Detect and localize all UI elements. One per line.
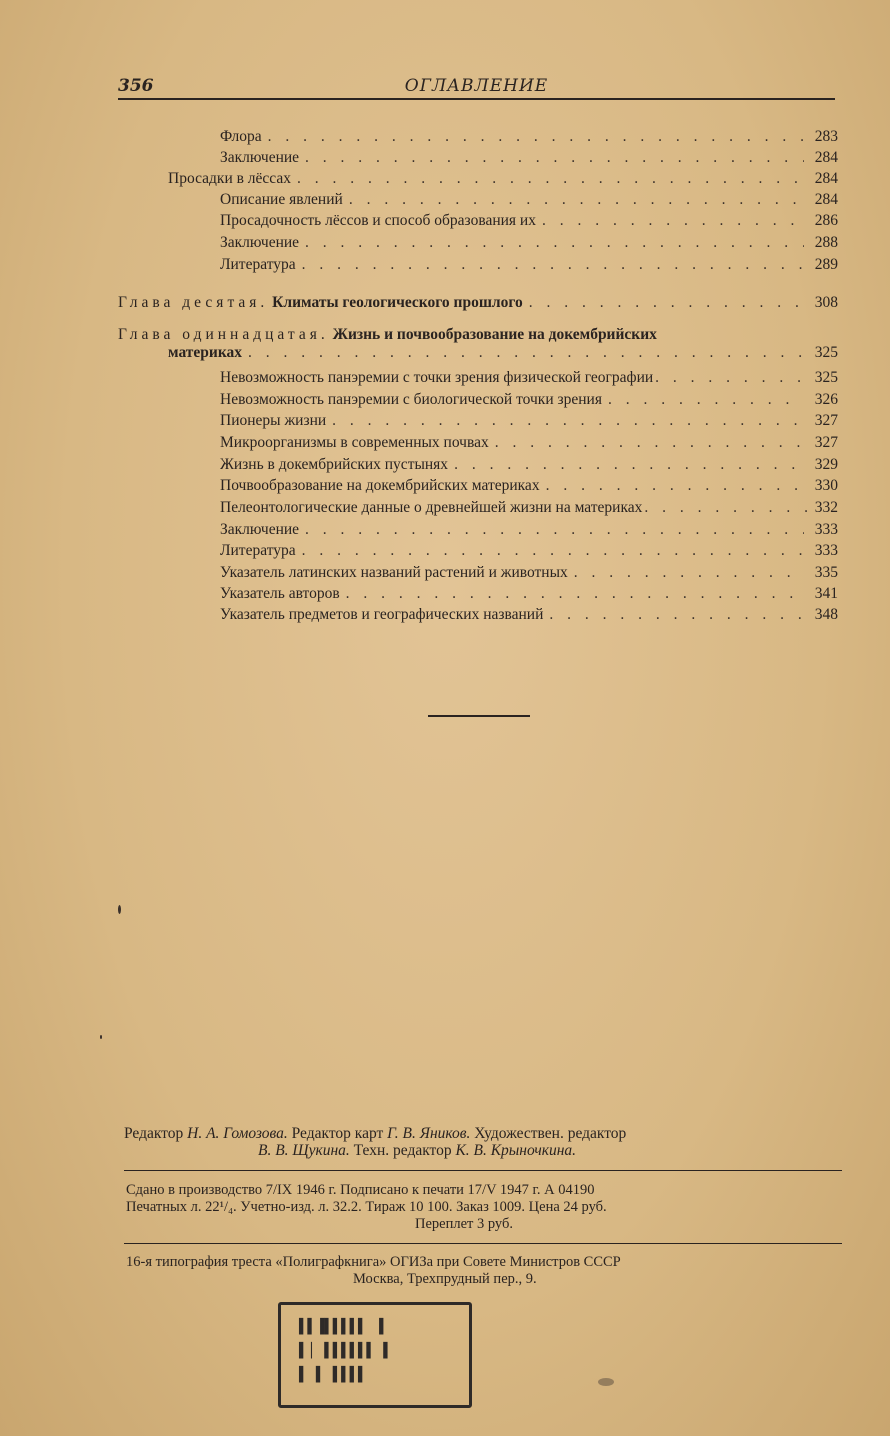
chapter-ten-label	[118, 294, 523, 312]
toc-entry[interactable]	[220, 234, 838, 252]
leader-dots	[248, 344, 804, 362]
toc-label: Жизнь в докембрийских пустынях	[220, 456, 449, 473]
toc-page: 348	[814, 606, 838, 623]
leader-dots	[529, 294, 804, 312]
toc-label: Невозможность панэремии с биологической точки зрения	[220, 391, 602, 408]
toc-entry[interactable]	[220, 521, 838, 539]
toc-label: Литература	[220, 256, 296, 273]
chapter-prefix: Глава десятая.	[118, 294, 269, 311]
toc-label: Указатель латинских названий растений и животных	[220, 564, 568, 581]
leader-dots	[297, 170, 804, 188]
toc-label: Заключение	[220, 521, 300, 538]
paper-speck	[100, 1035, 102, 1039]
leader-dots	[574, 564, 804, 582]
leader-dots	[305, 521, 804, 539]
editor-name: Н. А. Гомозова.	[187, 1125, 288, 1142]
leader-dots	[305, 234, 804, 252]
toc-page: 308	[814, 294, 838, 311]
stamp-marks: ▌▌▐▌▌▌▌▌ ▐ ▌│ ▌▌▌▌▌▌ ▌ ▌ ▌ ▌▌▌▌	[299, 1319, 392, 1383]
toc-page: 332	[814, 499, 838, 516]
toc-label: Литература	[220, 542, 296, 559]
leader-dots	[346, 585, 804, 603]
toc-entry[interactable]	[220, 542, 838, 560]
toc-label: Пелеонтологические данные о древнейшей жизни на материках	[220, 499, 643, 516]
leader-dots	[542, 212, 804, 230]
toc-page: 327	[814, 412, 838, 429]
paper-speck	[598, 1378, 614, 1386]
toc-page: 327	[814, 434, 838, 451]
toc-entry[interactable]	[220, 212, 838, 230]
page-header	[118, 72, 835, 98]
toc-label: Просадки в лёссах	[168, 170, 292, 187]
toc-page: 333	[814, 542, 838, 559]
section-divider	[428, 715, 530, 717]
toc-page: 284	[814, 170, 838, 187]
editors-line-1	[124, 1125, 626, 1143]
print-info-line-1: Сдано в производство 7/IX 1946 г. Подписано к печати 17/V 1947 г. А 04190	[126, 1182, 595, 1198]
maps-editor-label: Редактор карт	[291, 1125, 384, 1142]
page-number: 356	[118, 76, 154, 96]
leader-dots	[302, 256, 804, 274]
toc-page: 284	[814, 191, 838, 208]
toc-entry[interactable]	[220, 564, 838, 582]
chapter-title: Климаты геологического прошлого	[272, 294, 523, 311]
leader-dots	[268, 128, 804, 146]
leader-dots	[454, 456, 804, 474]
toc-label: Заключение	[220, 234, 300, 251]
print-info-line-3: Переплет 3 руб.	[415, 1216, 513, 1232]
leader-dots	[608, 391, 804, 409]
chapter-prefix: Глава одиннадцатая.	[118, 326, 329, 343]
toc-entry[interactable]	[220, 456, 838, 474]
toc-entry[interactable]	[220, 434, 838, 452]
leader-dots	[644, 499, 808, 517]
toc-entry[interactable]	[168, 170, 838, 188]
toc-page: 288	[814, 234, 838, 251]
editor-label: Редактор	[124, 1125, 184, 1142]
toc-page: 286	[814, 212, 838, 229]
leader-dots	[549, 606, 804, 624]
toc-page: 335	[814, 564, 838, 581]
chapter-ten-entry[interactable]	[118, 294, 838, 312]
leader-dots	[349, 191, 804, 209]
chapter-title: Жизнь и почвообразование на докембрийских	[332, 326, 657, 343]
leader-dots	[546, 477, 804, 495]
toc-page: 329	[814, 456, 838, 473]
art-editor-label: Художествен. редактор	[474, 1125, 627, 1142]
toc-label: Невозможность панэремии с точки зрения физической географии	[220, 369, 654, 386]
toc-label: Заключение	[220, 149, 300, 166]
page-title: ОГЛАВЛЕНИЕ	[404, 76, 549, 96]
toc-label: Указатель авторов	[220, 585, 340, 602]
toc-page: 333	[814, 521, 838, 538]
maps-editor-name: Г. В. Яников.	[387, 1125, 471, 1142]
header-divider	[118, 98, 835, 100]
leader-dots	[495, 434, 804, 452]
printer-line-2: Москва, Трехпрудный пер., 9.	[353, 1271, 537, 1287]
toc-entry[interactable]	[220, 499, 838, 517]
print-info-line-2: Печатных л. 22¹/₄. Учетно-изд. л. 32.2. Тираж 10 100. Заказ 1009. Цена 24 руб.	[126, 1199, 607, 1215]
toc-entry[interactable]	[220, 477, 838, 495]
library-stamp	[278, 1302, 472, 1408]
toc-label: Микроорганизмы в современных почвах	[220, 434, 489, 451]
toc-label: Флора	[220, 128, 262, 145]
toc-label: Пионеры жизни	[220, 412, 327, 429]
art-editor-name: В. В. Щукина.	[258, 1142, 350, 1159]
toc-entry[interactable]	[220, 606, 838, 624]
chapter-title-cont: материках	[168, 344, 243, 361]
toc-label: Указатель предметов и географических названий	[220, 606, 544, 623]
leader-dots	[332, 412, 804, 430]
toc-entry[interactable]	[220, 128, 838, 146]
leader-dots	[302, 542, 804, 560]
toc-label: Просадочность лёссов и способ образования их	[220, 212, 536, 229]
toc-entry[interactable]	[220, 412, 838, 430]
chapter-eleven-heading[interactable]	[118, 326, 657, 344]
tech-editor-name: К. В. Крыночкина.	[455, 1142, 577, 1159]
editors-line-2	[258, 1142, 576, 1160]
leader-dots	[655, 369, 808, 387]
toc-page: 325	[814, 369, 838, 386]
toc-entry[interactable]	[220, 191, 838, 209]
toc-page: 326	[814, 391, 838, 408]
colophon-divider	[124, 1243, 842, 1244]
paper-speck	[118, 905, 121, 914]
chapter-eleven-entry[interactable]	[168, 344, 838, 362]
toc-page: 283	[814, 128, 838, 145]
toc-page: 330	[814, 477, 838, 494]
printer-line-1: 16-я типография треста «Полиграфкнига» ОГИЗа при Совете Министров СССР	[126, 1254, 621, 1270]
toc-page: 325	[814, 344, 838, 361]
toc-page: 341	[814, 585, 838, 602]
toc-entry[interactable]	[220, 256, 838, 274]
toc-page: 289	[814, 256, 838, 273]
tech-editor-label: Техн. редактор	[353, 1142, 452, 1159]
leader-dots	[305, 149, 804, 167]
toc-entry[interactable]	[220, 369, 838, 387]
toc-entry[interactable]	[220, 585, 838, 603]
toc-entry[interactable]	[220, 149, 838, 167]
toc-label: Описание явлений	[220, 191, 343, 208]
toc-page: 284	[814, 149, 838, 166]
toc-label: Почвообразование на докембрийских материках	[220, 477, 540, 494]
colophon-divider	[124, 1170, 842, 1171]
toc-entry[interactable]	[220, 391, 838, 409]
